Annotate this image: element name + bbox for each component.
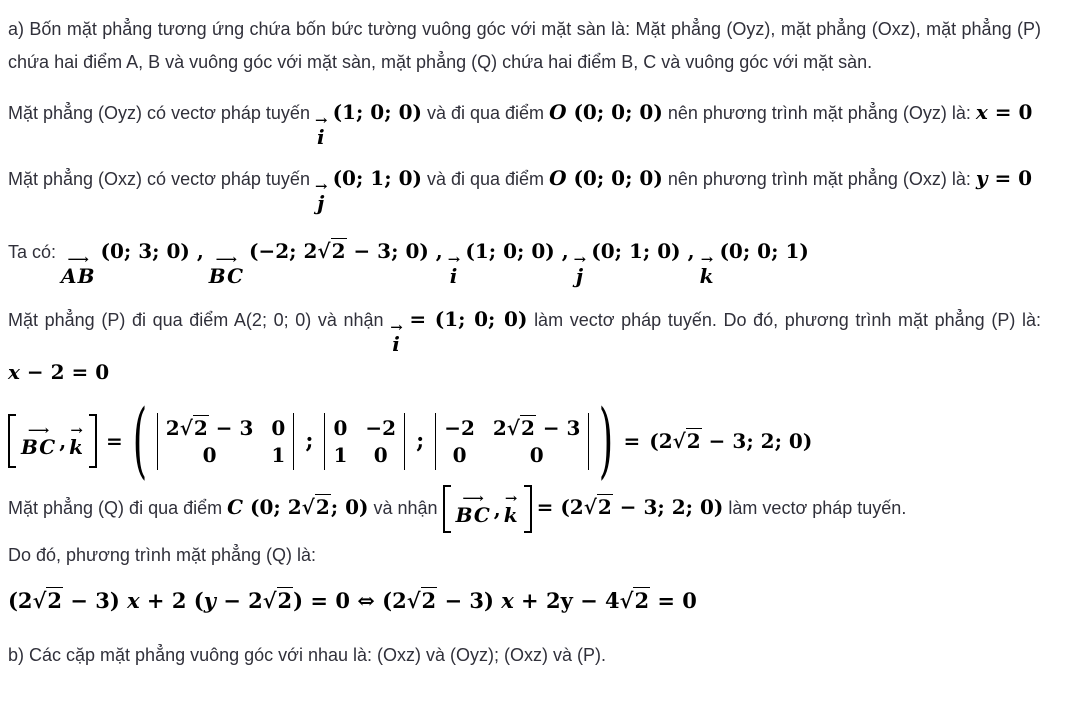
det-cell: 2√2 − 3 bbox=[165, 415, 254, 440]
vector-k-coords: (0; 0; 1) bbox=[719, 239, 809, 263]
vector-i bbox=[447, 251, 461, 288]
vector-arrow-icon: → bbox=[70, 422, 83, 438]
vector-BC bbox=[208, 251, 244, 288]
vector-arrow-icon: ⟶ bbox=[27, 422, 50, 438]
vector-name: k bbox=[69, 434, 85, 459]
vector-arrow-icon: ⟶ bbox=[462, 490, 484, 506]
vector-arrow-icon: ⟶ bbox=[67, 251, 90, 267]
vector-k bbox=[69, 422, 85, 459]
det-cell: 0 bbox=[529, 442, 544, 467]
det-cell: 2√2 − 3 bbox=[492, 415, 581, 440]
determinant-1 bbox=[157, 413, 295, 470]
vector-arrow-icon: → bbox=[504, 490, 518, 506]
vector-name: AB bbox=[61, 264, 96, 288]
vector-i bbox=[390, 319, 403, 356]
oyz-vec-coords: (1; 0; 0) bbox=[332, 100, 422, 124]
vector-AB bbox=[61, 251, 96, 288]
vector-j-coords: (0; 1; 0) , bbox=[591, 239, 695, 263]
vector-name: j bbox=[575, 264, 585, 288]
vector-name: i bbox=[316, 125, 326, 149]
vector-name: BC bbox=[21, 434, 57, 459]
oyz-text-1: Mặt phẳng (Oyz) có vectơ pháp tuyến bbox=[8, 103, 310, 123]
det-cell: 0 bbox=[452, 442, 467, 467]
equals-sign: = bbox=[106, 429, 123, 453]
big-right-paren: ) bbox=[599, 393, 614, 488]
paragraph-q-plane bbox=[8, 485, 1041, 533]
oyz-text-3: nên phương trình mặt phẳng (Oyz) là: bbox=[667, 103, 971, 123]
q-plane-text-1: Mặt phẳng (Q) đi qua điểm bbox=[8, 497, 223, 518]
oxz-equation: y = 0 bbox=[975, 166, 1033, 190]
det-cell: 0 bbox=[271, 415, 286, 440]
vector-arrow-icon: → bbox=[390, 319, 403, 335]
determinant-3 bbox=[435, 413, 589, 470]
semicolon-separator: ; bbox=[305, 428, 314, 454]
vector-BC bbox=[455, 490, 491, 527]
det-cell: −2 bbox=[444, 415, 475, 440]
vector-arrow-icon: → bbox=[314, 112, 328, 128]
p-plane-text-2: làm vectơ pháp tuyến. Do đó, phương trình mặt bbox=[534, 310, 928, 330]
vector-arrow-icon: → bbox=[314, 178, 328, 194]
vector-AB-coords: (0; 3; 0) , bbox=[100, 239, 204, 263]
vector-BC bbox=[21, 422, 57, 459]
vector-arrow-icon: → bbox=[573, 251, 587, 267]
paragraph-a: a) Bốn mặt phẳng tương ứng chứa bốn bức tường vuông góc với mặt sàn là: Mặt phẳng (Oyz), mặt phẳng (Oxz), mặt phẳng (P) chứa hai điểm A, B và vuông góc với mặt sàn, mặt phẳng (Q) chứa hai điểm B, C và vuông góc với mặt sàn. bbox=[8, 19, 1041, 72]
vector-j bbox=[314, 178, 328, 215]
cross-product-bracket bbox=[8, 414, 97, 468]
vector-arrow-icon: ⟶ bbox=[215, 251, 238, 267]
det-cell: 0 bbox=[333, 415, 348, 440]
vector-name: i bbox=[392, 332, 401, 356]
paragraph-oyz bbox=[8, 94, 1041, 147]
vector-name: BC bbox=[208, 264, 244, 288]
vector-name: i bbox=[449, 264, 459, 288]
p-plane-equation: x − 2 = 0 bbox=[8, 360, 110, 384]
p-plane-text-1: Mặt phẳng (P) đi qua điểm A(2; 0; 0) và nhận bbox=[8, 310, 384, 330]
oyz-text-2: và đi qua điểm bbox=[426, 103, 545, 123]
oxz-text-1: Mặt phẳng (Oxz) có vectơ pháp tuyến bbox=[8, 169, 310, 189]
right-square-bracket bbox=[524, 485, 532, 533]
ta-co-label: Ta có: bbox=[8, 242, 57, 262]
oyz-point: O (0; 0; 0) bbox=[549, 100, 663, 124]
equals-sign: = bbox=[623, 429, 641, 453]
right-square-bracket bbox=[89, 414, 97, 468]
vector-k bbox=[699, 251, 715, 288]
vector-BC-coords: (−2; 2√2 − 3; 0) , bbox=[249, 239, 443, 263]
vector-k bbox=[503, 490, 519, 527]
cross-product-result: (2√2 − 3; 2; 0) bbox=[649, 429, 813, 453]
q-plane-point: C (0; 2√2; 0) bbox=[227, 494, 369, 519]
paragraph-b: b) Các cặp mặt phẳng vuông góc với nhau là: (Oxz) và (Oyz); (Oxz) và (P). bbox=[8, 645, 607, 665]
oxz-point: O (0; 0; 0) bbox=[549, 166, 663, 190]
determinant-2 bbox=[324, 413, 405, 470]
comma-separator: , bbox=[493, 497, 501, 521]
semicolon-separator: ; bbox=[416, 428, 425, 454]
vector-arrow-icon: → bbox=[700, 251, 714, 267]
paragraph-q-conclusion: Do đó, phương trình mặt phẳng (Q) là: bbox=[8, 545, 317, 565]
oxz-vec-coords: (0; 1; 0) bbox=[332, 166, 422, 190]
big-left-paren: ( bbox=[132, 393, 147, 488]
paragraph-ta-co bbox=[8, 231, 1041, 286]
det-cell: 1 bbox=[271, 442, 286, 467]
oxz-text-2: và đi qua điểm bbox=[426, 169, 545, 189]
vector-name: j bbox=[317, 191, 326, 215]
oxz-text-3: nên phương trình mặt phẳng (Oxz) là: bbox=[667, 169, 971, 189]
cross-product-bracket bbox=[443, 485, 532, 533]
vector-i-coords: (1; 0; 0) , bbox=[465, 239, 569, 263]
det-cell: 0 bbox=[202, 442, 217, 467]
q-plane-text-2: và nhận bbox=[373, 497, 438, 518]
comma-separator: , bbox=[59, 429, 67, 453]
q-plane-normal-eq: = (2√2 − 3; 2; 0) bbox=[536, 494, 724, 519]
cross-product-formula bbox=[8, 393, 1041, 488]
vector-i bbox=[314, 112, 328, 149]
p-plane-text-3: phẳng (P) là: bbox=[934, 310, 1041, 330]
q-plane-text-3: làm vectơ pháp tuyến. bbox=[728, 497, 907, 518]
vector-j bbox=[573, 251, 587, 288]
q-plane-equation: (2√2 − 3) x + 2 (y − 2√2) = 0 ⇔ (2√2 − 3) x + 2y − 4√2 = 0 bbox=[8, 588, 697, 613]
det-cell: 1 bbox=[333, 442, 348, 467]
vector-name: BC bbox=[455, 502, 491, 527]
vector-name: k bbox=[699, 264, 715, 288]
det-cell: 0 bbox=[373, 442, 388, 467]
left-square-bracket bbox=[8, 414, 16, 468]
det-cell: −2 bbox=[365, 415, 397, 440]
q-plane-equation-line bbox=[8, 584, 1041, 619]
oyz-equation: x = 0 bbox=[975, 100, 1033, 124]
p-plane-vec-eq: = (1; 0; 0) bbox=[409, 307, 528, 331]
vector-arrow-icon: → bbox=[447, 251, 461, 267]
paragraph-oxz bbox=[8, 160, 1041, 213]
paragraph-p-plane bbox=[8, 301, 1041, 391]
vector-name: k bbox=[503, 502, 519, 527]
left-square-bracket bbox=[443, 485, 451, 533]
